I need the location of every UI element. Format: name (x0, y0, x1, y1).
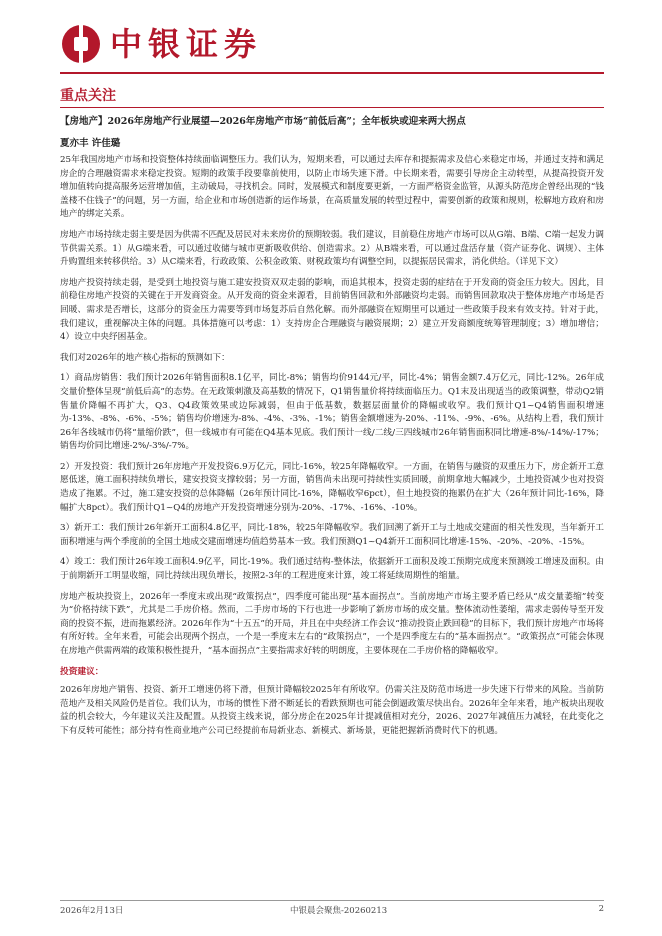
investment-heading: 投资建议： (60, 666, 104, 677)
paragraph: 房地产板块投资上，2026年一季度末或出现“政策拐点”，四季度可能出现“基本面拐点”。当前房地产市场主要矛盾已经从“成交量萎缩”转变为“价格持续下跌”，尤其是二手房价格。然而，二手房市场的下行也进一步影响了新房市场的成交量。整体流动性萎缩，需求走弱传导至开发商的投资不振，进而拖累经济。2026年作为“十五五”的开局，并且在中央经济工作会议“推动投资止跌回稳”的目标下，我们预计房地产市场将有所好转。全年来看，可能会出现两个拐点，一个是一季度末左右的“政策拐点”，一个是四季度左右的“基本面拐点”。“政策拐点”可能会体现在房地产供需两端的政策积极性提升，“基本面拐点”主要指需求好转的明朗度，主要体现在二手房价格的降幅收窄。 (60, 591, 604, 656)
page-footer (60, 900, 604, 919)
paragraph: 房地产市场持续走弱主要是因为供需不匹配及居民对未来房价的预期较弱。我们建议，目前稳住房地产市场可以从G端、B端、C端一起发力调节供需关系。1）从G端来看，可以通过收储与城市更新吸收供给、创造需求。2）从B端来看，可以通过盘活存量（资产证券化、调规）、主体升购置组来转移供给。3）从C端来看，行政政策、公积金政策、财税政策均有调整空间，以提振居民需求，消化供给。（详见下文） (60, 229, 604, 268)
paragraph: 25年我国房地产市场和投资整体持续面临调整压力。我们认为，短期来看，可以通过去库存和提振需求及信心来稳定市场，并通过支持和满足房企的合理融资需求来稳定投资。短期的政策手段要靠前使用，以防止市场失速下滑。中长期来看，需要引导房企主动转型，从提高投资开发增加值转向提高服务运营增加值，主动破局，寻找机会。同时，发展模式和制度要更新，一方面严格资金监管，从源头防范房企曾经出现的“钱盖楼不住钱子”的问题，另一方面，给企业和市场创造新的运作场景，在高质量发展的转型过程中，需要创新的政策和规则，松解地方政府和房地产的绑定关系。 (60, 155, 604, 220)
page-number: 2 (598, 904, 604, 914)
paragraph: 我们对2026年的地产核心指标的预测如下： (60, 352, 230, 363)
article-title: 【房地产】2026年房地产行业展望—2026年房地产市场“前低后高”；全年板块或迎来两大拐点 (60, 116, 466, 127)
paragraph: 3）新开工：我们预计26年新开工面积4.8亿平，同比-18%，较25年降幅收窄。我们回溯了新开工与土地成交建面的相关性发现，当年新开工面积增速与两个季度前的全国土地成交建面增速均值趋势基本一致。我们预测Q1~Q4新开工面积同比增速-15%、-20%、-20%、-15%。 (60, 523, 604, 547)
footer-date: 2026年2月13日 (60, 906, 124, 916)
brand-name: 中银证券 (110, 25, 263, 63)
footer-publication: 中银晨会聚焦-20260213 (290, 906, 388, 916)
article-authors: 夏亦丰 许佳璐 (60, 138, 121, 149)
paragraph: 4）竣工：我们预计26年竣工面积4.9亿平，同比-19%。我们通过结构-整体法，依据新开工面积及竣工预期完成度来预测竣工增速及面积。由于前期新开工明显收缩，同比持续出现负增长，按照2-3年的工程进度来计算，竣工将延续周期性的缩量。 (60, 557, 604, 582)
paragraph: 1）商品房销售：我们预计2026年销售面积8.1亿平，同比-8%；销售均价9144元/平，同比-4%；销售金额7.4万亿元，同比-12%。26年成交量价整体呈现“前低后高”的态势。在无政策刺激及高基数的情况下，Q1销售量价将持续面临压力。Q1末及出现适当的政策调整，带动Q2销售量价降幅不再扩大，Q3、Q4政策效果或边际减弱，但由于低基数，数据层面量价的降幅或收窄。我们预计Q1~Q4销售面积增速为-13%、-8%、-6%、-5%；销售均价增速为-8%、-4%、-3%、-1%；销售金额增速为-20%、-11%、-9%、-6%。从结构上看，我们预计26年各线城市仍将“量缩价跌”，但一线城市有可能在Q4基本见底。我们预计一线/二线/三四线城市26年销售面积同比增速-8%/-14%/-17%；销售均价同比增速-2%/-3%/-7%。 (60, 373, 604, 452)
paragraph: 房地产投资持续走弱，是受到土地投资与施工建安投资双双走弱的影响，而追其根本，投资走弱的症结在于开发商的资金压力较大。因此，目前稳住房地产投资的关键在于开发商资金。从开发商的资金来源看，目前销售回款和外部融资均走弱。而销售回款取决于整体房地产市场是否回暖、需求是否增长，这部分的资金压力需要等到市场复苏后自然化解。而外部融资在短期里可以通过一些政策手段来有效支持。针对于此，我们建议，重视解决主体的问题。具体措施可以考虑：1）支持房企合理融资与融资展期；2）建立开发商额度统筹管理制度；3）增加增信；4）设立中央纾困基金。 (60, 277, 604, 343)
article-body (60, 154, 604, 746)
section-divider (60, 107, 604, 108)
bank-of-china-logo-icon (62, 25, 100, 63)
paragraph: 2026年房地产销售、投资、新开工增速仍将下滑，但预计降幅较2025年有所收窄。仍需关注及防范市场进一步失速下行带来的风险。当前防范地产及相关风险仍是首位。我们认为，市场的惯性下滑不断延长的看跌预期也可能会倒逼政策尽快出台。2026年全年来看，地产板块出现收益的机会较大，今年建议关注及配置。从投资主线来说，部分房企在2025年计提减值相对充分，2026、2027年减值压力减轻，在此变化之下有反转可能性；部分持有性商业地产公司已经提前布局新业态、新模式、新场景，更能把握新消费时代下的机遇。 (60, 685, 604, 736)
header-divider (60, 72, 604, 74)
section-title: 重点关注 (60, 88, 116, 104)
paragraph: 2）开发投资：我们预计26年房地产开发投资6.9万亿元，同比-16%，较25年降幅收窄。一方面，在销售与融资的双重压力下，房企新开工意愿低迷，施工面积持续负增长，建安投资支撑较弱；另一方面，销售尚未出现可持续性实质回暖，前期拿地大幅减少，土地投资减少也对投资造成了拖累。不过，施工建安投资的总体降幅（26年预计同比-16%，降幅收窄6pct），但土地投资的拖累仍在扩大（26年预计同比-16%，降幅扩大8pct）。我们预计Q1~Q4的房地产开发投资增速分别为-20%、-17%、-16%、-10%。 (60, 461, 604, 513)
page-header (0, 0, 662, 80)
